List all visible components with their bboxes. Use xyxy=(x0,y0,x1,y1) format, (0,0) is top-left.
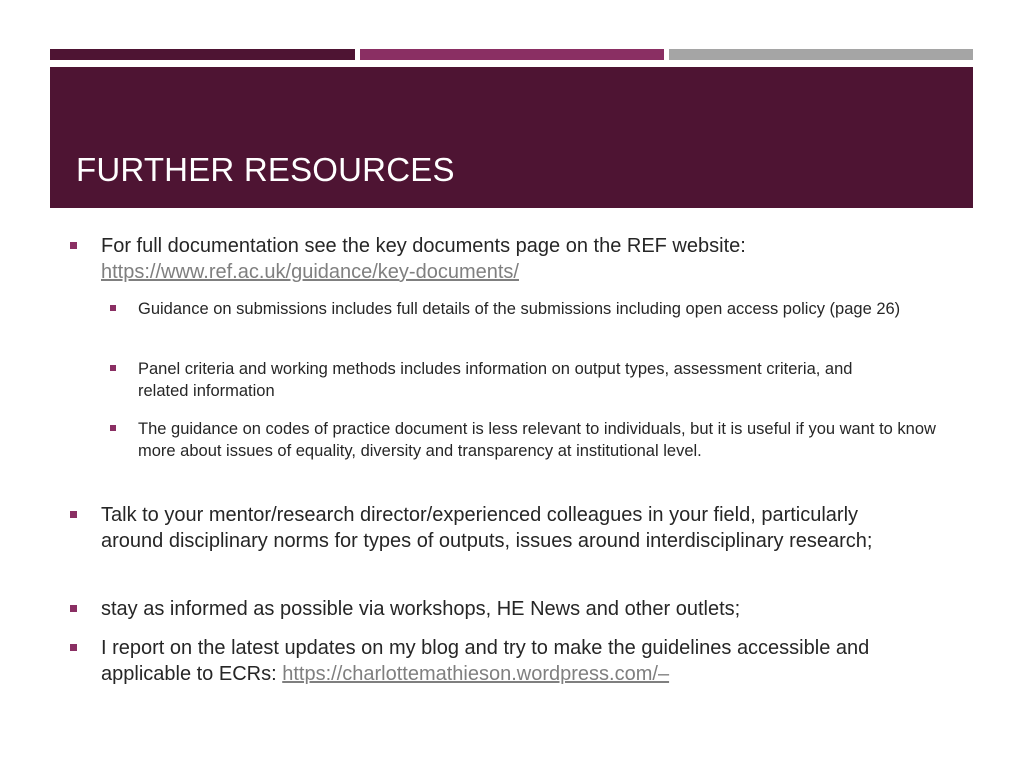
sub-bullet-text: Guidance on submissions includes full details of the submissions including open access policy (page 26) xyxy=(138,300,901,318)
bullet-text: Talk to your mentor/research director/experienced colleagues in your field, particularly around disciplinary norms for types of outputs, issues around interdisciplinary research; xyxy=(101,504,873,552)
bullet-text: stay as informed as possible via workshops, HE News and other outlets; xyxy=(101,598,741,620)
square-bullet-icon xyxy=(110,365,116,371)
bullet-stay-informed xyxy=(101,596,941,622)
sub-bullet-submissions-guidance xyxy=(138,298,938,320)
slide-title: FURTHER RESOURCES xyxy=(76,151,455,188)
sub-bullet-text: The guidance on codes of practice document is less relevant to individuals, but it is useful if you want to know more about issues of equality, diversity and transparency at institutional level. xyxy=(138,420,936,460)
bullet-ref-documentation xyxy=(101,233,941,285)
sub-bullet-codes-of-practice xyxy=(138,418,938,462)
square-bullet-icon xyxy=(110,425,116,431)
sub-bullet-text: Panel criteria and working methods includes information on output types, assessment criteria, and related information xyxy=(138,360,853,400)
bullet-text: For full documentation see the key documents page on the REF website: xyxy=(101,235,746,257)
square-bullet-icon xyxy=(70,605,77,612)
square-bullet-icon xyxy=(70,242,77,249)
square-bullet-icon xyxy=(70,644,77,651)
sub-bullet-panel-criteria xyxy=(138,358,898,402)
bullet-text: I report on the latest updates on my blog and try to make the guidelines accessible and applicable to ECRs: xyxy=(101,637,870,685)
blog-link[interactable]: https://charlottemathieson.wordpress.com/– xyxy=(282,663,670,685)
bullet-blog-updates xyxy=(101,635,941,687)
ref-key-documents-link[interactable]: https://www.ref.ac.uk/guidance/key-documents/ xyxy=(101,261,519,283)
bullet-talk-to-mentor xyxy=(101,502,881,554)
square-bullet-icon xyxy=(70,511,77,518)
square-bullet-icon xyxy=(110,305,116,311)
